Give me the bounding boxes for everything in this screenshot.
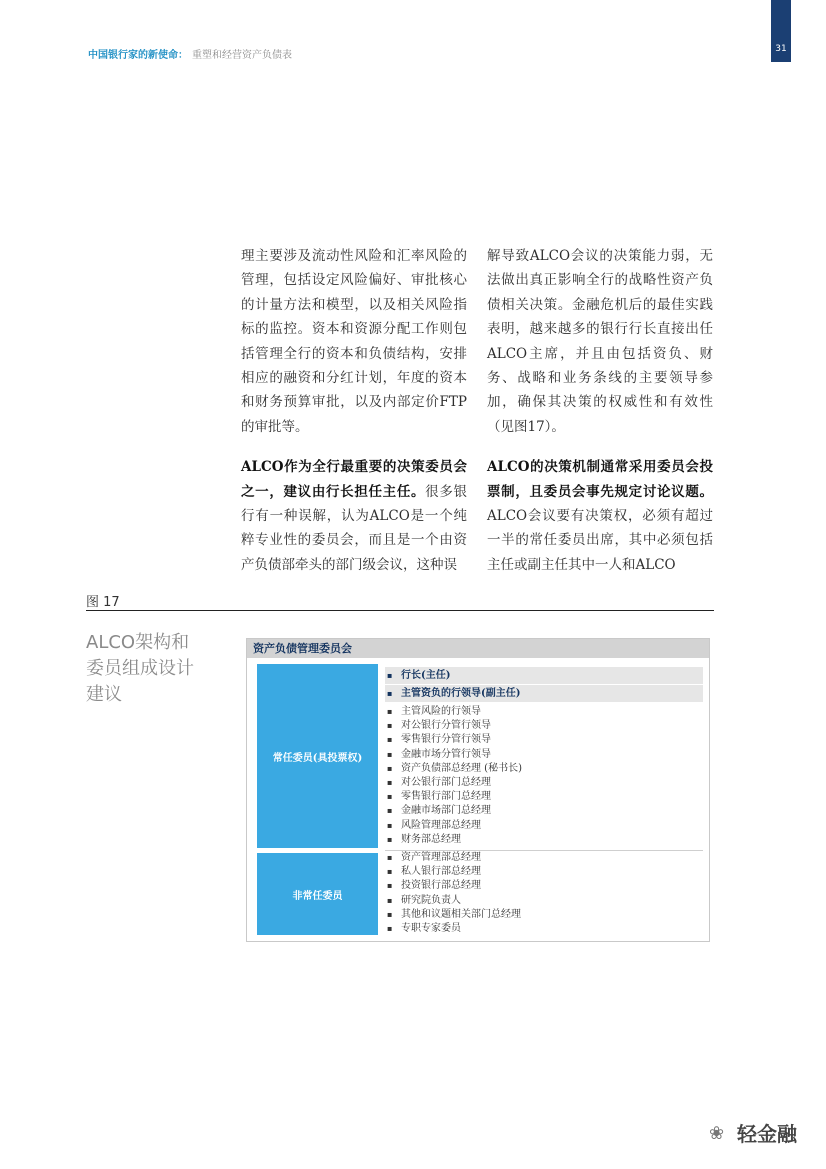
figure-label: 图 17 — [86, 595, 120, 610]
list-item: ▪ 对公银行分管行领导 — [385, 719, 522, 733]
bullet-icon: ▪ — [387, 670, 393, 680]
list-item: ▪ 其他和议题相关部门总经理 — [385, 908, 521, 922]
header-title-line — [88, 46, 292, 61]
list-item: ▪ 财务部总经理 — [385, 833, 522, 847]
list-item: ▪ 对公银行部门总经理 — [385, 776, 522, 790]
right-paragraph-1: 解导致ALCO会议的决策能力弱，无法做出真正影响全行的战略性资产负债相关决策。金融危机后的最佳实践表明，越来越多的银行行长直接出任ALCO主席，并且由包括资负、财务、战略和业务条线的主要领导参加，确保其决策的权威性和有效性（见图17）。 — [487, 248, 713, 435]
figure-caption: ALCO架构和 委员组成设计 建议 — [86, 632, 194, 705]
bullet-icon: ▪ — [387, 895, 393, 905]
list-item: ▪ 资产负债部总经理 (秘书长) — [385, 762, 522, 776]
right-paragraph-2 — [487, 455, 713, 577]
standing-members-list — [385, 705, 522, 847]
bullet-icon: ▪ — [387, 688, 393, 698]
left-paragraph-1: 理主要涉及流动性风险和汇率风险的管理，包括设定风险偏好、审批核心的计量方法和模型，以及相关风险指标的监控。资本和资源分配工作则包括管理全行的资本和负债结构，安排相应的融资和分红计划，年度的资本和财务预算审批，以及内部定价FTP的审批等。 — [241, 248, 467, 435]
list-item: ▪ 资产管理部总经理 — [385, 851, 521, 865]
highlight-row-vice-chair — [385, 685, 703, 702]
standing-members-label: 常任委员(具投票权) — [257, 664, 378, 848]
bullet-icon: ▪ — [387, 834, 393, 844]
list-item: ▪ 主管风险的行领导 — [385, 705, 522, 719]
bullet-icon: ▪ — [387, 763, 393, 773]
bullet-icon: ▪ — [387, 777, 393, 787]
bullet-icon: ▪ — [387, 923, 393, 933]
bullet-icon: ▪ — [387, 721, 393, 731]
list-item: ▪ 投资银行部总经理 — [385, 879, 521, 893]
bullet-icon: ▪ — [387, 867, 393, 877]
bullet-icon: ▪ — [387, 735, 393, 745]
bullet-icon: ▪ — [387, 792, 393, 802]
list-item: ▪ 零售银行分管行领导 — [385, 733, 522, 747]
left-paragraph-2-lead: ALCO作为全行最重要的决策委员会之一，建议由行长担任主任。 — [241, 459, 467, 500]
alco-panel — [246, 638, 710, 942]
bullet-icon: ▪ — [387, 749, 393, 759]
header-subtitle: 重塑和经营资产负债表 — [192, 50, 292, 61]
watermark-text: 轻金融 — [737, 1122, 797, 1146]
bullet-icon: ▪ — [387, 909, 393, 919]
wechat-icon: ❀ — [709, 1123, 725, 1144]
list-item: ▪ 零售银行部门总经理 — [385, 790, 522, 804]
highlight-row-chair — [385, 667, 703, 684]
list-item: ▪ 专职专家委员 — [385, 922, 521, 936]
highlight-label: 主管资负的行领导(副主任) — [401, 688, 521, 699]
list-item: ▪ 金融市场部门总经理 — [385, 804, 522, 818]
left-paragraph-2-text: 很多银行有一种误解，认为ALCO是一个纯粹专业性的委员会，而且是一个由资产负债部牵头的部门级会议，这种误 — [241, 483, 468, 573]
bullet-icon: ▪ — [387, 881, 393, 891]
page-number: 31 — [775, 44, 787, 54]
bullet-icon: ▪ — [387, 707, 393, 716]
list-item: ▪ 金融市场分管行领导 — [385, 748, 522, 762]
list-item: ▪ 研究院负责人 — [385, 894, 521, 908]
right-paragraph-2-text: ALCO会议要有决策权，必须有超过一半的常任委员出席，其中必须包括主任或副主任其中一人和ALCO — [487, 508, 713, 573]
bullet-icon: ▪ — [387, 820, 393, 830]
list-item: ▪ 风险管理部总经理 — [385, 819, 522, 833]
list-item: ▪ 私人银行部总经理 — [385, 865, 521, 879]
right-paragraph-2-lead: ALCO的决策机制通常采用委员会投票制，且委员会事先规定讨论议题。 — [487, 459, 713, 500]
non-standing-members-label: 非常任委员 — [257, 853, 378, 935]
bullet-icon: ▪ — [387, 806, 393, 816]
left-paragraph-2 — [241, 455, 467, 577]
panel-title: 资产负债管理委员会 — [247, 639, 709, 658]
highlight-label: 行长(主任) — [401, 670, 451, 681]
bullet-icon: ▪ — [387, 853, 393, 862]
right-column — [487, 244, 713, 593]
header-title: 中国银行家的新使命： — [88, 50, 188, 61]
left-column — [241, 244, 467, 593]
non-standing-members-list — [385, 851, 521, 936]
figure-rule — [86, 610, 714, 611]
